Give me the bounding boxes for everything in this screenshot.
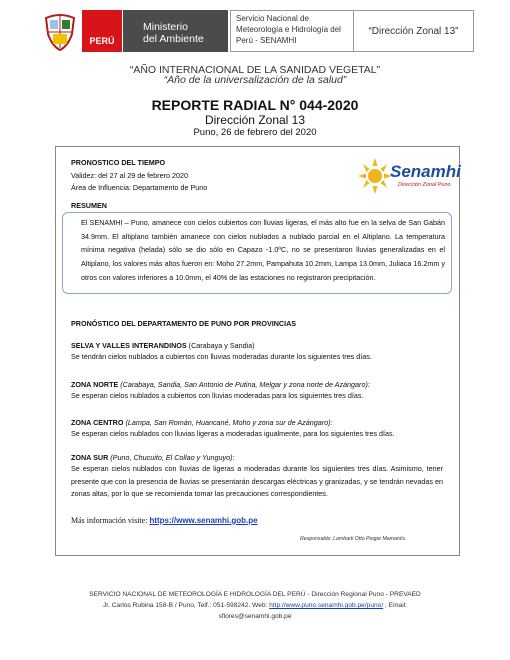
zone-detail: (Carabaya y Sandia) [186,341,255,350]
forecast-area: Área de Influencia: Departamento de Puno [71,183,208,192]
zone-detail: (Lampa, San Román, Huancané, Moho y zona sur de Azángaro): [123,418,333,427]
zone-text: Se esperan cielos nublados con lluvias ligeras a moderadas igualmente, para los siguientes tres días. [71,429,395,438]
footer-address: Jr. Carlos Rubina 158-B / Puno, Telf.: 051-598242. Web: [102,602,270,609]
zone-block-selva [71,340,451,362]
service-line-1: Servicio Nacional de [236,14,309,23]
zone-name: ZONA CENTRO [71,418,124,427]
service-line-3: Perú - SENAMHI [236,36,297,45]
forecast-heading: PRONOSTICO DEL TIEMPO [71,158,166,167]
zone-block-norte [71,379,451,401]
service-line-2: Meteorología e Hidrología del [236,25,341,34]
ministry-line-1: Ministerio [143,21,188,33]
forecast-validity: Validez: del 27 al 29 de febrero 2020 [71,171,188,180]
zone-block-centro [71,417,451,439]
logo-text: Senamhi [390,162,461,181]
summary-box [62,212,452,294]
logo-tagline: Dirección Zonal Puno [398,182,451,188]
summary-heading: RESUMEN [71,201,107,210]
more-info-label: Más información visite: [71,516,148,525]
footer [0,589,510,622]
footer-line-2 [0,600,510,611]
zone-text: Se esperan cielos nublados a cubiertos con lluvias moderadas para los siguientes tres días. [71,391,364,400]
ministry-line-2: del Ambiente [143,33,204,45]
zone-label [354,10,474,52]
senamhi-logo [358,156,461,198]
year-name-2: “Año de la universalización de la salud” [163,74,347,86]
zone-text: Se esperan cielos nublados con lluvias de ligeras a moderadas durante los siguientes tres días. Asimismo, tener presente que con la presencia de lluvias se presentarán descargas eléctricas y granizadas, y se tendrán nevadas en zonas altas, por lo que se recomienda tomar las precauciones correspondientes. [71,464,443,499]
peru-label [82,10,122,52]
zone-name: ZONA NORTE [71,380,119,389]
more-info [71,516,258,525]
zone-detail: (Carabaya, Sandia, San Antonio de Putina, Melgar y zona norte de Azángaro): [118,380,370,389]
footer-email: sflores@senamhi.gob.pe [218,613,292,620]
responsible-note: Responsable: Lambarti Otto Poqpe Mamani/s. [300,536,407,542]
sun-icon [358,156,392,196]
year-name-1: “AÑO INTERNACIONAL DE LA SANIDAD VEGETAL” [129,64,381,76]
zone-block-sur [71,452,443,501]
report-subtitle: Dirección Zonal 13 [204,113,306,127]
summary-text: El SENAMHI – Puno, amanece con cielos cubiertos con lluvias ligeras, el más alto fue en la selva de San Gabán 34.9mm. El altiplano también amanece con cielos nublados a nublado parcial en el Altiplano. La temperatura mínima negativa (helada) sólo se dio sólo en Capazo -1.0ºC, no se presentaron lluvias generalizadas en el Altiplano, los valores más altos fueron en: Moho 27.2mm, Pampahuta 10.2mm, Lampa 13.0mm, Juliaca 16.2mm y otros con valores inferiores a 10.0mm, el 40% de las estaciones no registraron precipitación. [81,218,445,282]
service-label [230,10,354,52]
report-title: REPORTE RADIAL N° 044-2020 [151,97,359,113]
footer-line-1: SERVICIO NACIONAL DE METEOROLOGÍA E HIDROLOGÍA DEL PERÚ - Dirección Regional Puno - PREVAED [89,591,421,598]
zone-name: ZONA SUR [71,453,109,462]
country-text: PERÚ [89,36,115,46]
peru-coat-of-arms-icon [38,12,82,52]
report-date: Puno, 26 de febrero del 2020 [193,127,317,138]
ministry-label [123,10,228,52]
zone-text: Se tendrán cielos nublados a cubiertos con lluvias moderadas durante los siguientes tres días. [71,352,372,361]
footer-web-link[interactable]: http://www.puno.senamhi.gob.pe/puno/ [269,602,384,609]
footer-email-label: , Email: [383,602,407,609]
provinces-heading: PRONÓSTICO DEL DEPARTAMENTO DE PUNO POR PROVINCIAS [71,319,297,328]
zone-text: “Dirección Zonal 13” [368,25,459,37]
zone-name: SELVA Y VALLES INTERANDINOS [71,341,187,350]
zone-detail: (Puno, Chucuito, El Collao y Yunguyo): [108,453,235,462]
more-info-link[interactable]: https://www.senamhi.gob.pe [149,516,258,525]
